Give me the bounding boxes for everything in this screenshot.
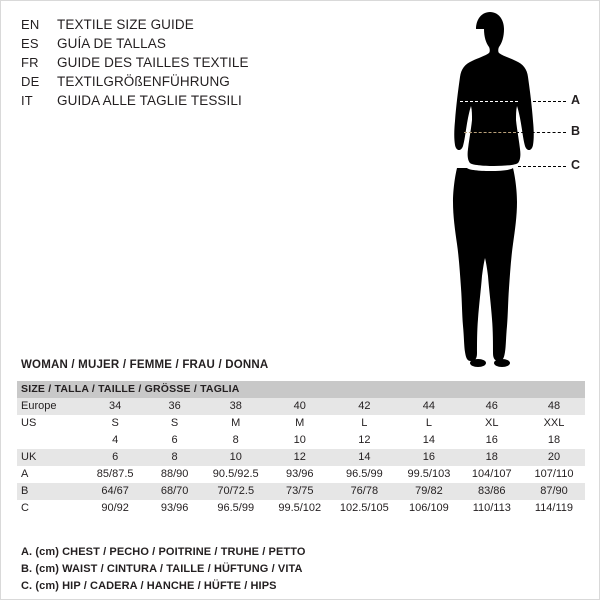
cell: 8 xyxy=(146,449,204,466)
language-code-es: ES xyxy=(21,36,39,51)
cell: 14 xyxy=(331,449,397,466)
measure-line-hip-inner xyxy=(460,166,518,167)
cell: 10 xyxy=(203,449,268,466)
cell: 93/96 xyxy=(268,466,331,483)
cell: 4 xyxy=(85,432,146,449)
title-row-fr xyxy=(21,55,351,74)
cell: 34 xyxy=(85,398,146,415)
silhouette-icon xyxy=(416,11,591,376)
measure-line-hip-outer xyxy=(518,166,566,167)
cell: 99.5/103 xyxy=(397,466,460,483)
cell: 107/110 xyxy=(523,466,585,483)
measure-line-chest-inner xyxy=(460,101,518,102)
cell: 93/96 xyxy=(146,500,204,517)
cell: M xyxy=(268,415,331,432)
cell: 8 xyxy=(203,432,268,449)
measure-line-waist-inner xyxy=(464,132,516,133)
table-row xyxy=(17,398,585,415)
cell: 110/113 xyxy=(461,500,523,517)
measure-line-waist-outer xyxy=(516,132,566,133)
cell: 48 xyxy=(523,398,585,415)
cell: 73/75 xyxy=(268,483,331,500)
cell: 70/72.5 xyxy=(203,483,268,500)
title-row-es xyxy=(21,36,351,55)
cell: 46 xyxy=(461,398,523,415)
title-block xyxy=(21,17,351,112)
title-row-it xyxy=(21,93,351,112)
title-row-de xyxy=(21,74,351,93)
row-label-europe: Europe xyxy=(17,398,85,415)
cell: 88/90 xyxy=(146,466,204,483)
cell: 16 xyxy=(461,432,523,449)
language-code-de: DE xyxy=(21,74,40,89)
cell: S xyxy=(85,415,146,432)
cell: M xyxy=(203,415,268,432)
cell: 20 xyxy=(523,449,585,466)
note-b: B. (cm) WAIST / CINTURA / TAILLE / HÜFTUNG / VITA xyxy=(21,563,303,575)
cell: 12 xyxy=(268,449,331,466)
cell: 10 xyxy=(268,432,331,449)
table-row xyxy=(17,466,585,483)
cell: 36 xyxy=(146,398,204,415)
row-label-us: US xyxy=(17,415,85,432)
measure-label-c: C xyxy=(571,158,581,172)
cell: 6 xyxy=(85,449,146,466)
cell: 76/78 xyxy=(331,483,397,500)
cell: 18 xyxy=(461,449,523,466)
cell: 38 xyxy=(203,398,268,415)
cell: 90/92 xyxy=(85,500,146,517)
title-text-de: TEXTILGRÖßENFÜHRUNG xyxy=(57,74,230,89)
cell: 102.5/105 xyxy=(331,500,397,517)
cell: 44 xyxy=(397,398,460,415)
cell: 83/86 xyxy=(461,483,523,500)
table-row xyxy=(17,500,585,517)
note-c: C. (cm) HIP / CADERA / HANCHE / HÜFTE / HIPS xyxy=(21,580,277,592)
row-label-c: C xyxy=(17,500,85,517)
row-label-b: B xyxy=(17,483,85,500)
cell: 99.5/102 xyxy=(268,500,331,517)
measure-label-b: B xyxy=(571,124,581,138)
cell: 42 xyxy=(331,398,397,415)
cell: 64/67 xyxy=(85,483,146,500)
table-header-row xyxy=(17,381,585,398)
measure-label-a: A xyxy=(571,93,581,107)
row-label-us-numeric xyxy=(17,432,85,449)
cell: 90.5/92.5 xyxy=(203,466,268,483)
cell: 16 xyxy=(397,449,460,466)
title-text-en: TEXTILE SIZE GUIDE xyxy=(57,17,194,32)
row-label-uk: UK xyxy=(17,449,85,466)
cell: 96.5/99 xyxy=(203,500,268,517)
cell: S xyxy=(146,415,204,432)
cell: XXL xyxy=(523,415,585,432)
cell: 79/82 xyxy=(397,483,460,500)
cell: 106/109 xyxy=(397,500,460,517)
cell: 14 xyxy=(397,432,460,449)
cell: 12 xyxy=(331,432,397,449)
row-label-a: A xyxy=(17,466,85,483)
note-a: A. (cm) CHEST / PECHO / POITRINE / TRUHE / PETTO xyxy=(21,546,306,558)
cell: 68/70 xyxy=(146,483,204,500)
cell: 40 xyxy=(268,398,331,415)
table-caption: WOMAN / MUJER / FEMME / FRAU / DONNA xyxy=(21,359,269,371)
cell: 6 xyxy=(146,432,204,449)
cell: L xyxy=(331,415,397,432)
language-code-fr: FR xyxy=(21,55,39,70)
table-row xyxy=(17,415,585,432)
size-table xyxy=(17,381,585,517)
female-silhouette-figure xyxy=(416,11,591,376)
cell: 18 xyxy=(523,432,585,449)
cell: 114/119 xyxy=(523,500,585,517)
measurement-notes xyxy=(21,544,306,595)
cell: L xyxy=(397,415,460,432)
title-text-es: GUÍA DE TALLAS xyxy=(57,36,166,51)
table-row xyxy=(17,432,585,449)
table-row xyxy=(17,483,585,500)
table-row xyxy=(17,449,585,466)
cell: 85/87.5 xyxy=(85,466,146,483)
cell: 104/107 xyxy=(461,466,523,483)
cell: 87/90 xyxy=(523,483,585,500)
cell: XL xyxy=(461,415,523,432)
language-code-it: IT xyxy=(21,93,33,108)
language-code-en: EN xyxy=(21,17,40,32)
title-row-en xyxy=(21,17,351,36)
title-text-fr: GUIDE DES TAILLES TEXTILE xyxy=(57,55,249,70)
cell: 96.5/99 xyxy=(331,466,397,483)
title-text-it: GUIDA ALLE TAGLIE TESSILI xyxy=(57,93,242,108)
measure-line-chest-outer xyxy=(518,101,566,102)
table-header-label: SIZE / TALLA / TAILLE / GRÖSSE / TAGLIA xyxy=(17,381,585,398)
